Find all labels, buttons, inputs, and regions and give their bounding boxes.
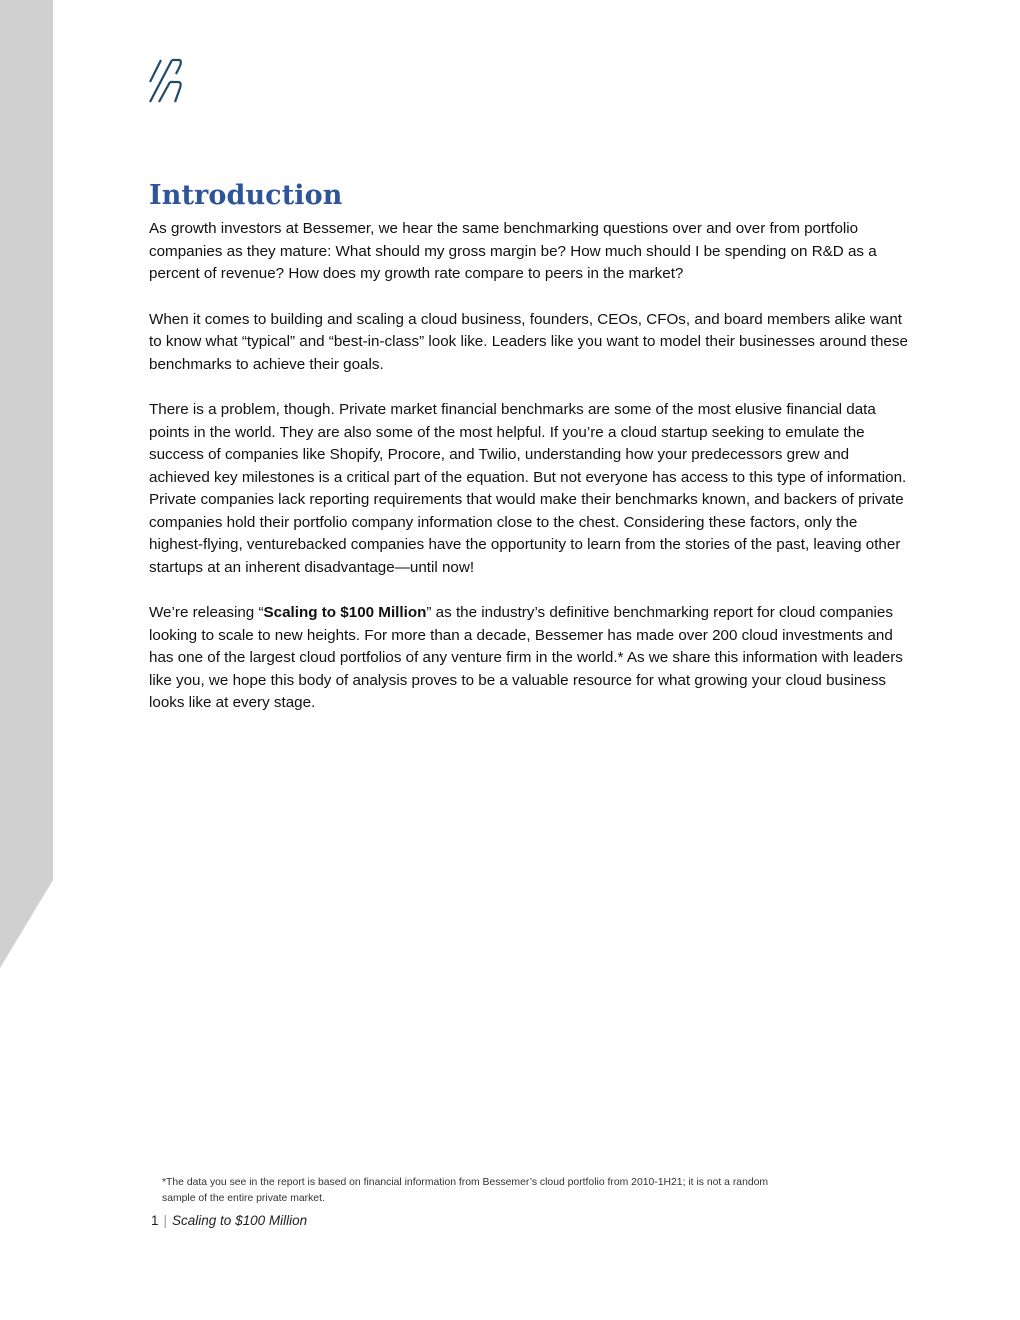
paragraph-4-rest: ” as the industry’s definitive benchmarking report for cloud companies looking to scale to new heights. For more than a decade, Bessemer has made over 200 cloud investments and has one of the largest cloud portfolios of any venture firm in the world.* As we share this information with leaders like you, we hope this body of analysis proves to be a valuable resource for what growing your cloud business looks like at every stage. [149,604,903,711]
footer-separator: | [163,1213,168,1228]
footer-doc-title: Scaling to $100 Million [172,1213,308,1228]
footnote: *The data you see in the report is based on financial information from Bessemer’s cloud portfolio from 2010-1H21; it is not a random sample of the entire private market. [162,1177,769,1204]
sidebar-band [0,0,53,968]
bessemer-logo-icon [148,58,184,106]
paragraph-4-intro: We’re releasing “ [149,604,264,621]
sidebar-decoration [0,0,60,980]
paragraph-4 [149,602,909,715]
page-number: 1 [151,1213,159,1228]
paragraph-3: There is a problem, though. Private market financial benchmarks are some of the most elusive financial data points in the world. They are also some of the most helpful. If you’re a cloud startup seeking to emulate the success of companies like Shopify, Procore, and Twilio, understanding how your predecessors grew and achieved key milestones is a critical part of the equation. But not everyone has access to this type of information. Private companies lack reporting requirements that would make their benchmarks known, and backers of private companies hold their portfolio company information close to the chest. Considering these factors, only the highest-flying, venturebacked companies have the opportunity to learn from the stories of the past, leaving other startups at an inherent disadvantage—until now! [149,401,907,576]
page-footer [151,1213,307,1228]
paragraph-1: As growth investors at Bessemer, we hear the same benchmarking questions over and over from portfolio companies as they mature: What should my gross margin be? How much should I be spending on R&D as a percent of revenue? How does my growth rate compare to peers in the market? [149,220,877,282]
page-title: Introduction [149,180,343,211]
report-title-bold: Scaling to $100 Million [263,604,427,621]
intro-body [149,218,909,738]
paragraph-2: When it comes to building and scaling a cloud business, founders, CEOs, CFOs, and board members alike want to know what “typical” and “best-in-class” look like. Leaders like you want to model their businesses around these benchmarks to achieve their goals. [149,310,908,373]
